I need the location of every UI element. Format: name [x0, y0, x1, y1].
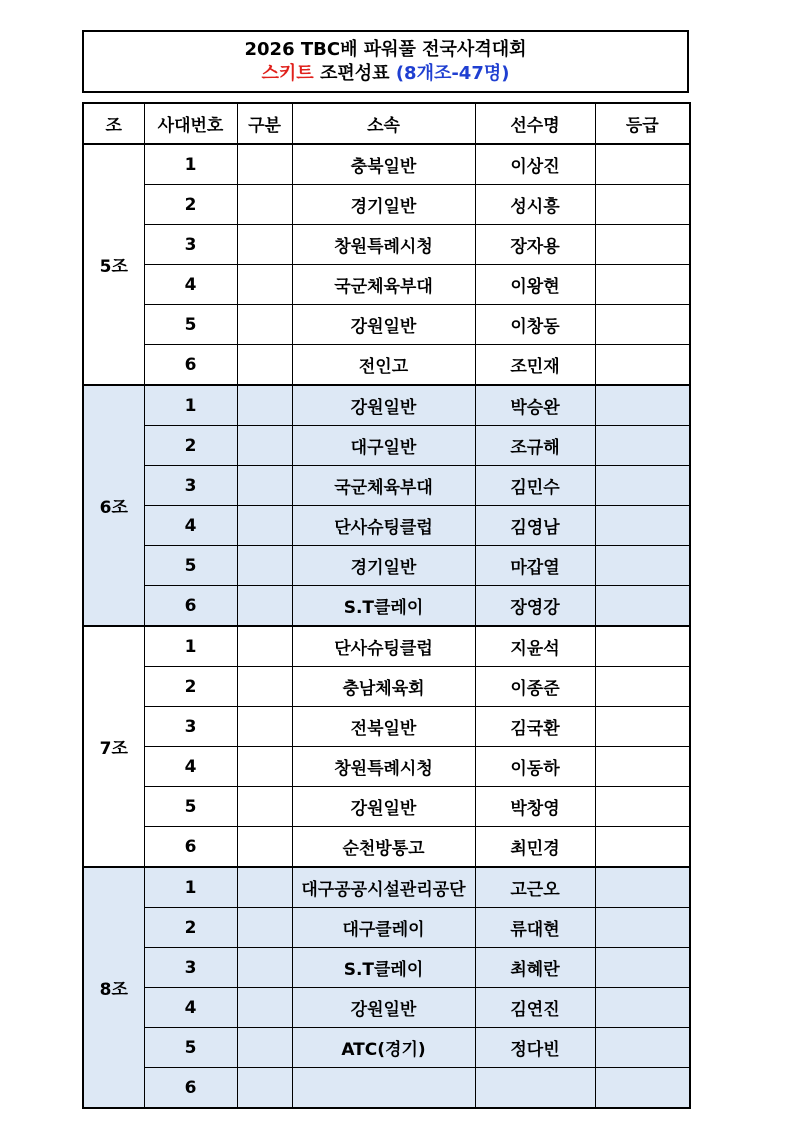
player-name-cell: 성시흥 [475, 185, 595, 225]
lane-number-cell: 6 [144, 827, 237, 868]
player-name-cell: 김국환 [475, 707, 595, 747]
col-header-team: 소속 [292, 103, 475, 144]
team-cell: ATC(경기) [292, 1028, 475, 1068]
lane-number-cell: 4 [144, 747, 237, 787]
player-name-cell: 마갑열 [475, 546, 595, 586]
team-cell: 강원일반 [292, 787, 475, 827]
group-name-cell: 6조 [83, 385, 144, 626]
table-row [83, 265, 690, 305]
team-cell: 단사슈팅클럽 [292, 506, 475, 546]
table-row [83, 827, 690, 868]
table-row [83, 225, 690, 265]
player-name-cell: 김영남 [475, 506, 595, 546]
player-name-cell: 정다빈 [475, 1028, 595, 1068]
table-row [83, 506, 690, 546]
grade-cell [595, 144, 690, 185]
team-cell: 경기일반 [292, 185, 475, 225]
team-cell: 국군체육부대 [292, 265, 475, 305]
player-name-cell: 조규해 [475, 426, 595, 466]
grade-cell [595, 988, 690, 1028]
lane-number-cell: 1 [144, 385, 237, 426]
player-name-cell: 박승완 [475, 385, 595, 426]
player-name-cell: 지윤석 [475, 626, 595, 667]
grade-cell [595, 426, 690, 466]
lane-number-cell: 6 [144, 345, 237, 386]
title-box [82, 30, 689, 93]
col-header-player: 선수명 [475, 103, 595, 144]
type-cell [237, 747, 292, 787]
player-name-cell: 이종준 [475, 667, 595, 707]
type-cell [237, 506, 292, 546]
type-cell [237, 787, 292, 827]
grade-cell [595, 1068, 690, 1109]
grade-cell [595, 385, 690, 426]
player-name-cell: 조민재 [475, 345, 595, 386]
grade-cell [595, 787, 690, 827]
group-name-cell: 5조 [83, 144, 144, 385]
team-cell: 대구일반 [292, 426, 475, 466]
grade-cell [595, 466, 690, 506]
type-cell [237, 1028, 292, 1068]
type-cell [237, 426, 292, 466]
lane-number-cell: 1 [144, 626, 237, 667]
table-row [83, 1068, 690, 1109]
grade-cell [595, 345, 690, 386]
player-name-cell [475, 1068, 595, 1109]
table-row [83, 707, 690, 747]
player-name-cell: 이왕현 [475, 265, 595, 305]
team-cell: 창원특례시청 [292, 747, 475, 787]
group-name-cell: 7조 [83, 626, 144, 867]
team-cell: 강원일반 [292, 988, 475, 1028]
type-cell [237, 667, 292, 707]
table-row [83, 426, 690, 466]
player-name-cell: 장자용 [475, 225, 595, 265]
table-row [83, 626, 690, 667]
type-cell [237, 265, 292, 305]
type-cell [237, 185, 292, 225]
player-name-cell: 이상진 [475, 144, 595, 185]
grade-cell [595, 1028, 690, 1068]
table-row [83, 546, 690, 586]
lane-number-cell: 2 [144, 667, 237, 707]
table-header-row [83, 103, 690, 144]
team-cell: 경기일반 [292, 546, 475, 586]
player-name-cell: 김민수 [475, 466, 595, 506]
lane-number-cell: 2 [144, 185, 237, 225]
table-row [83, 185, 690, 225]
type-cell [237, 827, 292, 868]
table-row [83, 586, 690, 627]
team-cell: 충남체육회 [292, 667, 475, 707]
type-cell [237, 345, 292, 386]
lane-number-cell: 4 [144, 988, 237, 1028]
grade-cell [595, 908, 690, 948]
lane-number-cell: 5 [144, 546, 237, 586]
player-name-cell: 김연진 [475, 988, 595, 1028]
team-cell: S.T클레이 [292, 948, 475, 988]
team-cell: 대구클레이 [292, 908, 475, 948]
lane-number-cell: 4 [144, 506, 237, 546]
lane-number-cell: 5 [144, 305, 237, 345]
table-row [83, 867, 690, 908]
grade-cell [595, 185, 690, 225]
lane-number-cell: 1 [144, 144, 237, 185]
col-header-grade: 등급 [595, 103, 690, 144]
table-row [83, 988, 690, 1028]
lane-number-cell: 5 [144, 787, 237, 827]
grade-cell [595, 747, 690, 787]
table-row [83, 305, 690, 345]
type-cell [237, 908, 292, 948]
table-row [83, 948, 690, 988]
type-cell [237, 948, 292, 988]
type-cell [237, 1068, 292, 1109]
table-row [83, 385, 690, 426]
team-cell: 창원특례시청 [292, 225, 475, 265]
player-name-cell: 이동하 [475, 747, 595, 787]
team-cell: 전북일반 [292, 707, 475, 747]
lane-number-cell: 6 [144, 1068, 237, 1109]
player-name-cell: 최혜란 [475, 948, 595, 988]
type-cell [237, 586, 292, 627]
type-cell [237, 867, 292, 908]
team-cell: 전인고 [292, 345, 475, 386]
grade-cell [595, 707, 690, 747]
grade-cell [595, 265, 690, 305]
group-count: (8개조-47명) [395, 63, 510, 84]
type-cell [237, 546, 292, 586]
table-row [83, 345, 690, 386]
grade-cell [595, 867, 690, 908]
roster-body [83, 144, 690, 1108]
grade-cell [595, 506, 690, 546]
team-cell: 단사슈팅클럽 [292, 626, 475, 667]
team-cell: 강원일반 [292, 385, 475, 426]
team-cell: S.T클레이 [292, 586, 475, 627]
col-header-type: 구분 [237, 103, 292, 144]
team-cell: 순천방통고 [292, 827, 475, 868]
player-name-cell: 고근오 [475, 867, 595, 908]
grade-cell [595, 948, 690, 988]
team-cell [292, 1068, 475, 1109]
lane-number-cell: 3 [144, 225, 237, 265]
type-cell [237, 988, 292, 1028]
table-row [83, 667, 690, 707]
team-cell: 충북일반 [292, 144, 475, 185]
event-name: 스키트 [261, 63, 314, 84]
lane-number-cell: 3 [144, 466, 237, 506]
document-title: 2026 TBC배 파워풀 전국사격대회 [244, 39, 527, 60]
type-cell [237, 144, 292, 185]
grade-cell [595, 225, 690, 265]
team-cell: 대구공공시설관리공단 [292, 867, 475, 908]
grade-cell [595, 827, 690, 868]
grade-cell [595, 586, 690, 627]
grade-cell [595, 546, 690, 586]
lane-number-cell: 4 [144, 265, 237, 305]
lane-number-cell: 3 [144, 707, 237, 747]
col-header-lane: 사대번호 [144, 103, 237, 144]
lane-number-cell: 2 [144, 426, 237, 466]
lane-number-cell: 3 [144, 948, 237, 988]
grade-cell [595, 305, 690, 345]
table-row [83, 466, 690, 506]
table-row [83, 144, 690, 185]
lane-number-cell: 1 [144, 867, 237, 908]
player-name-cell: 류대현 [475, 908, 595, 948]
col-header-group: 조 [83, 103, 144, 144]
team-cell: 강원일반 [292, 305, 475, 345]
player-name-cell: 장영강 [475, 586, 595, 627]
roster-table [82, 102, 691, 1109]
group-name-cell: 8조 [83, 867, 144, 1108]
type-cell [237, 707, 292, 747]
type-cell [237, 305, 292, 345]
player-name-cell: 최민경 [475, 827, 595, 868]
player-name-cell: 이창동 [475, 305, 595, 345]
player-name-cell: 박창영 [475, 787, 595, 827]
lane-number-cell: 2 [144, 908, 237, 948]
schedule-label: 조편성표 [319, 63, 390, 84]
type-cell [237, 385, 292, 426]
grade-cell [595, 626, 690, 667]
type-cell [237, 466, 292, 506]
type-cell [237, 626, 292, 667]
table-row [83, 787, 690, 827]
table-row [83, 1028, 690, 1068]
type-cell [237, 225, 292, 265]
grade-cell [595, 667, 690, 707]
lane-number-cell: 6 [144, 586, 237, 627]
table-row [83, 747, 690, 787]
document-subtitle [84, 64, 687, 84]
team-cell: 국군체육부대 [292, 466, 475, 506]
table-row [83, 908, 690, 948]
lane-number-cell: 5 [144, 1028, 237, 1068]
